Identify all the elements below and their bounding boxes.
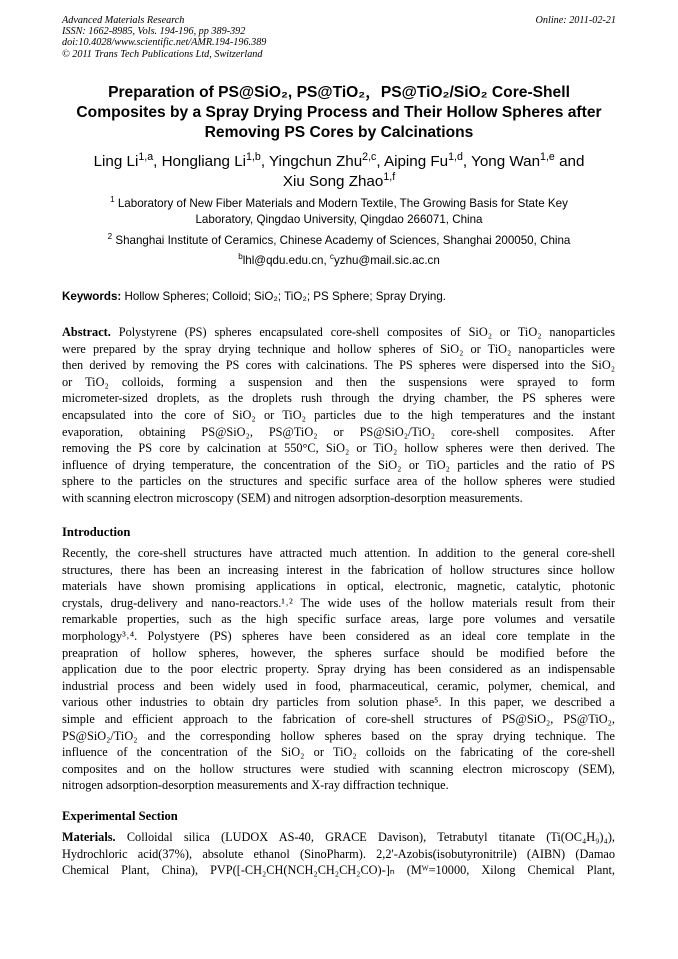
author-affiliation-mark: 2,c	[362, 150, 377, 163]
affiliation-text: Laboratory, Qingdao University, Qingdao 266071, China	[195, 212, 483, 226]
copyright-line: © 2011 Trans Tech Publications Ltd, Switzerland	[62, 48, 263, 60]
affiliation-1	[62, 196, 616, 227]
author-emails	[62, 253, 616, 269]
text-line: Chemical Plant, China), PVP([-CH₂CH(NCH₂CH₂CH₂CO)-]ₙ (Mᵂ=10000, Xilong Chemical Plant,	[62, 863, 615, 878]
text-line: with scanning electron microscopy (SEM) and nitrogen adsorption-desorption measurements.	[62, 490, 523, 505]
text-line: then derived by removing the PS cores with calcinations. The PS spheres were dispersed into the SiO₂	[62, 358, 615, 373]
issn-line: ISSN: 1662-8985, Vols. 194-196, pp 389-392	[62, 26, 246, 38]
text-line: materials have shown promising applications in optical, electronic, magnetic, catalytic, photonic	[62, 579, 615, 594]
text-line: influence of the concentration of the SiO₂ or TiO₂ colloids on the fabricating of the core-shell	[62, 745, 615, 760]
text-line: remarkable properties, such as the high specific surface areas, large pore volumes and versatile	[62, 612, 615, 627]
author-name: Aiping Fu	[383, 153, 449, 170]
email-mark: b	[238, 252, 243, 262]
text-line: influence of drying temperature, the concentration of the SiO₂ or TiO₂ particles and the ratio of PS	[62, 457, 615, 472]
email-mark: c	[329, 252, 334, 262]
text-line: nitrogen adsorption-desorption measurements and X-ray diffraction technique.	[62, 778, 449, 793]
text-line: various other industries to obtain dry particles from solution phase⁵. In this paper, we described a	[62, 695, 615, 710]
text-line: PS@SiO₂/TiO₂ and the corresponding hollow spheres based on the spray drying technique. The	[62, 728, 615, 743]
author-name: Yong Wan	[471, 153, 541, 170]
author-affiliation-mark: 1,e	[540, 150, 555, 163]
doi-line: doi:10.4028/www.scientific.net/AMR.194-196.389	[62, 37, 267, 49]
author-list: Ling Li$^{1,a}$, Hongliang Li$^{1,b}$, Yingchun Zhu$^{2,c}$, Aiping Fu$^{1,d}$, Yong Wan$^{1,e}$ and Xiu Song Zhao$^{1,f}$	[93, 150, 585, 190]
text-line: composites and on the hollow structures were studied with scanning electron microscopy (SEM),	[62, 761, 615, 776]
author-affiliation-mark: 1,f	[383, 170, 396, 183]
text-line: Hydrochloric acid(37%), absolute ethanol (SinoPharm). 2,2'-Azobis(isobutyronitrile) (AIBN) (Damao	[62, 846, 615, 861]
text-line: micrometer-sized droplets, as the droplets rush through the drying chamber, the PS spheres were	[62, 391, 615, 406]
title-line: Preparation of PS@SiO₂, PS@TiO₂，PS@TiO₂/SiO₂ Core-Shell	[108, 84, 570, 101]
text-line: evaporation, obtaining PS@SiO₂, PS@TiO₂ or PS@SiO₂/TiO₂ core-shell composites. After	[62, 424, 615, 439]
materials-text	[62, 829, 615, 879]
text-line: application due to the poor electric property. Spray drying has been considered as an indispensable	[62, 662, 615, 677]
text-line: Colloidal silica (LUDOX AS-40, GRACE Davison), Tetrabutyl titanate (Ti(OC₄H₉)₄),	[126, 830, 615, 844]
text-line: or TiO₂ colloids, forming a suspension and then the suspensions were sprayed to form	[62, 374, 615, 389]
journal-name: Advanced Materials Research	[62, 15, 185, 26]
text-line: preapration of hollow spheres, however, the spheres surface should be modified before the	[62, 645, 615, 660]
section-heading-experimental: Experimental Section	[62, 809, 178, 823]
email-address: yzhu@mail.sic.ac.cn	[333, 254, 440, 267]
author-affiliation-mark: 1,b	[246, 150, 261, 163]
section-heading-introduction: Introduction	[62, 525, 131, 539]
keywords-text: Hollow Spheres; Colloid; SiO₂; TiO₂; PS Sphere; Spray Drying.	[124, 290, 447, 303]
text-line: Recently, the core-shell structures have attracted much attention. In addition to the general core-shell	[62, 546, 615, 560]
text-line: structures, there has been an increasing interest in the fabrication of hollow structures since hollow	[62, 562, 615, 577]
email-address: lhl@qdu.edu.cn,	[242, 254, 327, 267]
text-line: encapsulated into the core of SiO₂ or TiO₂ particles due to the high temperatures and the instant	[62, 407, 615, 422]
journal-header	[62, 15, 266, 60]
title-line: Composites by a Spray Drying Process and Their Hollow Spheres after	[76, 104, 602, 121]
text-line: industrial process and been widely used in food, pharmaceutical, ceramic, polymer, chemical, and	[62, 678, 615, 693]
keywords-label: Keywords:	[62, 290, 122, 303]
text-line: crystals, drug-delivery and nano-reactors.¹˒² The wide uses of the hollow materials result from their	[62, 595, 615, 610]
text-line: removing the PS core by calcination at 550°C, SiO₂ or TiO₂ hollow spheres were then derived. The	[62, 441, 615, 456]
keywords	[62, 289, 616, 304]
author-name: Yingchun Zhu	[268, 153, 363, 170]
abstract-label: Abstract.	[62, 325, 111, 339]
author-conjunction: and	[559, 153, 585, 170]
affiliation-text: Laboratory of New Fiber Materials and Modern Textile, The Growing Basis for State Key	[117, 197, 568, 210]
text-line: sphere to the particles on the structures and specific surface area of the hollow spheres were studied	[62, 474, 615, 489]
affiliation-number: 2	[107, 232, 113, 242]
text-line: morphology³˒⁴. Polystyere (PS) spheres have been considered as an ideal core template in the	[62, 628, 615, 643]
affiliation-text: Shanghai Institute of Ceramics, Chinese Academy of Sciences, Shanghai 200050, China	[115, 234, 571, 247]
paper-title	[50, 83, 628, 143]
author-affiliation-mark: 1,a	[138, 150, 154, 163]
author-name: Hongliang Li	[161, 153, 247, 170]
text-line: Polystyrene (PS) spheres encapsulated core-shell composites of SiO₂ or TiO₂ nanoparticles	[118, 325, 615, 339]
author-name: Ling Li	[93, 153, 139, 170]
online-date: Online: 2011-02-21	[535, 15, 616, 26]
author-affiliation-mark: 1,d	[448, 150, 463, 163]
author-name: Xiu Song Zhao	[282, 173, 384, 190]
materials-label: Materials.	[62, 830, 116, 844]
introduction-text	[62, 545, 615, 794]
text-line: were prepared by the spray drying technique and hollow spheres of SiO₂ or TiO₂ nanoparticles were	[62, 341, 615, 356]
affiliation-number: 1	[110, 195, 115, 205]
title-line: Removing PS Cores by Calcinations	[204, 124, 474, 141]
affiliation-2	[62, 233, 616, 249]
text-line: simple and efficient approach to the fabrication of core-shell structures of PS@SiO₂, PS@TiO₂,	[62, 711, 615, 726]
abstract	[62, 324, 615, 507]
